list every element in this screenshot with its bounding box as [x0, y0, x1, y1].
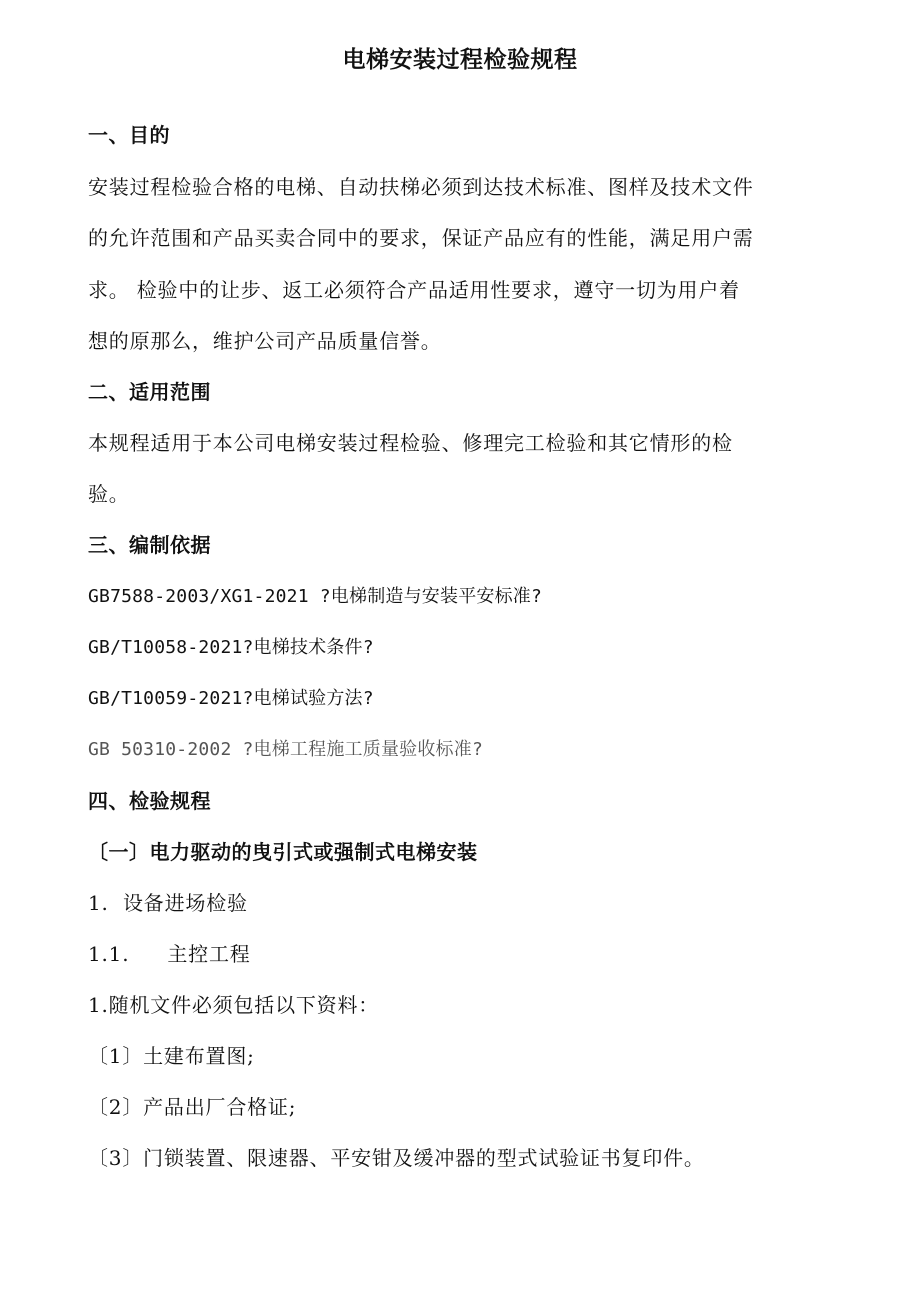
item-random-documents: 1.随机文件必须包括以下资料： — [88, 993, 380, 1017]
purpose-line-4: 想的原那么，维护公司产品质量信誉。 — [88, 329, 442, 353]
item-main-control — [88, 937, 251, 971]
document-title: 电梯安装过程检验规程 — [342, 47, 578, 73]
purpose-line-3: 求。 检验中的让步、返工必须符合产品适用性要求，遵守一切为用户着 — [88, 278, 740, 302]
purpose-line-1: 安装过程检验合格的电梯、自动扶梯必须到达技术标准、图样及技术文件 — [88, 175, 754, 199]
standard-item-4: GB 50310-2002 ?电梯工程施工质量验收标准? — [88, 739, 483, 760]
purpose-line-2: 的允许范围和产品买卖合同中的要求，保证产品应有的性能，满足用户需 — [88, 226, 754, 250]
list-item-2: 〔2〕产品出厂合格证; — [88, 1095, 297, 1119]
list-item-3: 〔3〕门锁装置、限速器、平安钳及缓冲器的型式试验证书复印件。 — [88, 1146, 705, 1170]
list-item-1: 〔1〕土建布置图; — [88, 1044, 255, 1068]
item-equipment-inspection: 1. 设备进场检验 — [88, 891, 248, 915]
scope-line-1: 本规程适用于本公司电梯安装过程检验、修理完工检验和其它情形的检 — [88, 431, 733, 455]
section-heading-scope: 二、适用范围 — [88, 380, 211, 404]
item-main-control-number: 1.1. — [88, 942, 130, 966]
section-heading-purpose: 一、目的 — [88, 123, 170, 147]
item-main-control-text: 主控工程 — [167, 942, 251, 966]
subsection-heading-electric-elevator: 〔一〕电力驱动的曳引式或强制式电梯安装 — [88, 840, 478, 864]
section-heading-basis: 三、编制依据 — [88, 533, 211, 557]
section-heading-procedure: 四、检验规程 — [88, 789, 211, 813]
scope-line-2: 验。 — [88, 482, 130, 506]
standard-item-2: GB/T10058-2021?电梯技术条件? — [88, 637, 374, 658]
standard-item-1: GB7588-2003/XG1-2021 ?电梯制造与安装平安标准? — [88, 586, 543, 607]
standard-item-3: GB/T10059-2021?电梯试验方法? — [88, 688, 374, 709]
